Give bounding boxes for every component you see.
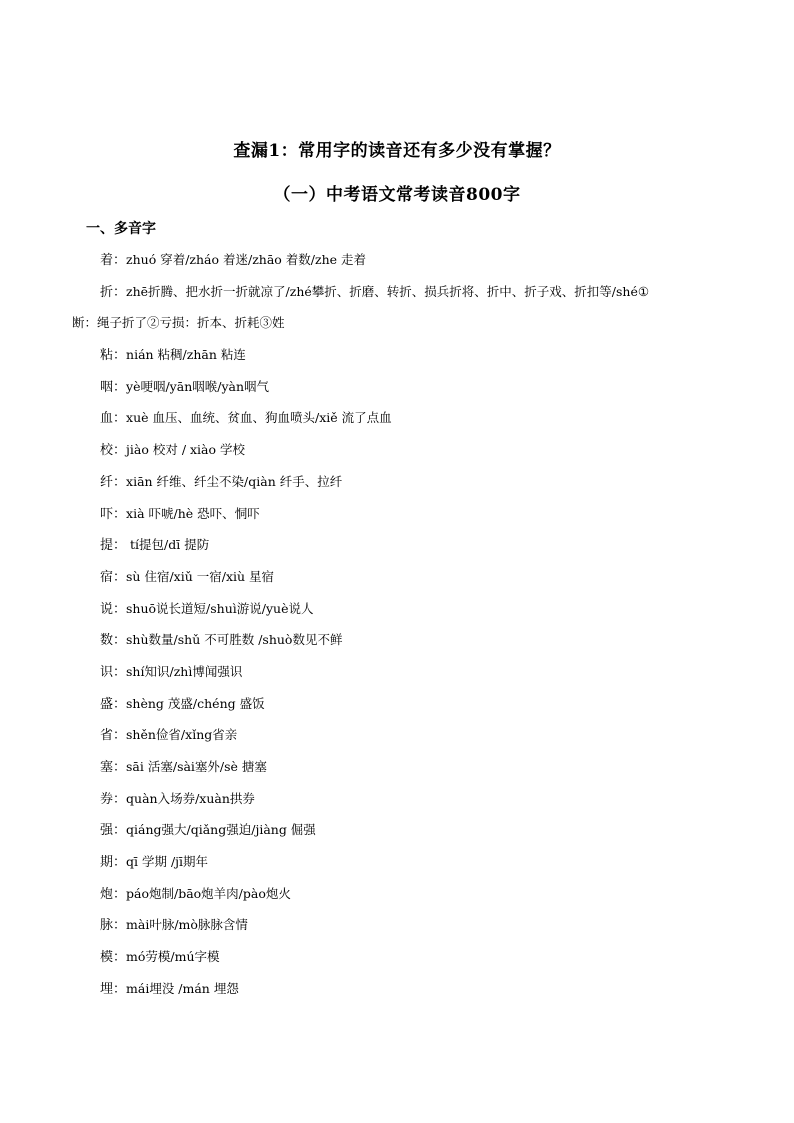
entry-head: 埋： [100, 981, 127, 997]
entry-head: 模： [100, 950, 127, 966]
entry-head: 血： [100, 411, 127, 427]
list-item [0, 852, 794, 884]
entry-body: mài叶脉/mò脉脉含情 [126, 917, 248, 933]
list-item [0, 535, 794, 567]
entry-head: 识： [100, 664, 127, 680]
list-item [0, 250, 794, 282]
entry-head: 宿： [100, 569, 127, 585]
list-item [0, 947, 794, 979]
entry-head: 提： [100, 538, 127, 554]
entry-body: quàn入场券/xuàn拱券 [126, 790, 255, 806]
list-item [0, 472, 794, 504]
entry-head: 塞： [100, 760, 127, 775]
list-item [0, 884, 794, 916]
entry-body: shuō说长道短/shuì游说/yuè说人 [126, 600, 314, 616]
entry-head: 券： [100, 791, 127, 807]
list-item [0, 630, 794, 662]
list-item-continuation [0, 313, 794, 345]
entry-body: páo炮制/bāo炮羊肉/pào炮火 [126, 885, 291, 901]
list-item [0, 377, 794, 409]
entry-body: 断：绳子折了②亏损：折本、折耗③姓 [72, 315, 285, 331]
entry-head: 校： [100, 443, 127, 459]
entry-list [0, 250, 794, 1011]
entry-head: 脉： [100, 918, 127, 934]
entry-body: qī 学期 /jī期年 [126, 854, 209, 870]
entry-head: 粘： [100, 348, 127, 364]
list-item [0, 915, 794, 947]
list-item [0, 757, 794, 789]
list-item [0, 504, 794, 536]
entry-body: nián 粘稠/zhān 粘连 [126, 347, 246, 363]
entry-body: zhē折腾、把水折一折就凉了/zhé攀折、折磨、转折、损兵折将、折中、折子戏、折扣等/shé① [126, 283, 650, 299]
entry-head: 咽： [100, 379, 127, 395]
entry-body: jiào 校对 / xiào 学校 [126, 442, 245, 458]
entry-body: mái埋没 /mán 埋怨 [126, 980, 239, 996]
entry-body: tí提包/dī 提防 [126, 537, 210, 553]
list-item [0, 599, 794, 631]
entry-body: shèng 茂盛/chéng 盛饭 [126, 695, 265, 711]
entry-head: 数： [100, 633, 127, 649]
entry-body: sāi 活塞/sài塞外/sè 搪塞 [126, 759, 267, 774]
entry-head: 盛： [100, 696, 127, 712]
list-item [0, 725, 794, 757]
entry-body: qiáng强大/qiǎng强迫/jiàng 倔强 [126, 822, 316, 838]
list-item [0, 662, 794, 694]
list-item [0, 979, 794, 1011]
entry-head: 强： [100, 823, 127, 839]
entry-body: mó劳模/mú字模 [126, 949, 220, 965]
list-item [0, 408, 794, 440]
entry-head: 说： [100, 601, 127, 617]
entry-body: xià 吓唬/hè 恐吓、恫吓 [126, 505, 260, 521]
section-heading: 一、多音字 [86, 221, 156, 237]
list-item [0, 567, 794, 599]
entry-body: zhuó 穿着/zháo 着迷/zhāo 着数/zhe 走着 [126, 252, 367, 267]
entry-head: 期： [100, 855, 127, 871]
entry-head: 纤： [100, 474, 127, 490]
entry-body: xuè 血压、血统、贫血、狗血喷头/xiě 流了点血 [126, 410, 392, 426]
entry-body: sù 住宿/xiǔ 一宿/xiù 星宿 [126, 568, 275, 584]
page-title: 查漏1：常用字的读音还有多少没有掌握？ [233, 141, 561, 161]
entry-body: xiān 纤维、纤尘不染/qiàn 纤手、拉纤 [126, 473, 343, 489]
list-item [0, 282, 794, 314]
list-item [0, 345, 794, 377]
list-item [0, 820, 794, 852]
entry-head: 省： [100, 728, 127, 744]
entry-head: 炮： [100, 886, 127, 902]
page-subtitle: （一）中考语文常考读音800字 [273, 185, 521, 205]
list-item [0, 694, 794, 726]
entry-body: shù数量/shǔ 不可胜数 /shuò数见不鲜 [126, 632, 343, 648]
list-item [0, 440, 794, 472]
entry-body: shěn俭省/xǐng省亲 [126, 727, 238, 743]
entry-head: 着： [100, 253, 127, 268]
entry-body: yè哽咽/yān咽喉/yàn咽气 [126, 378, 270, 394]
entry-body: shí知识/zhì博闻强识 [126, 663, 243, 679]
entry-head: 折： [100, 284, 127, 300]
list-item [0, 789, 794, 821]
entry-head: 吓： [100, 506, 127, 522]
